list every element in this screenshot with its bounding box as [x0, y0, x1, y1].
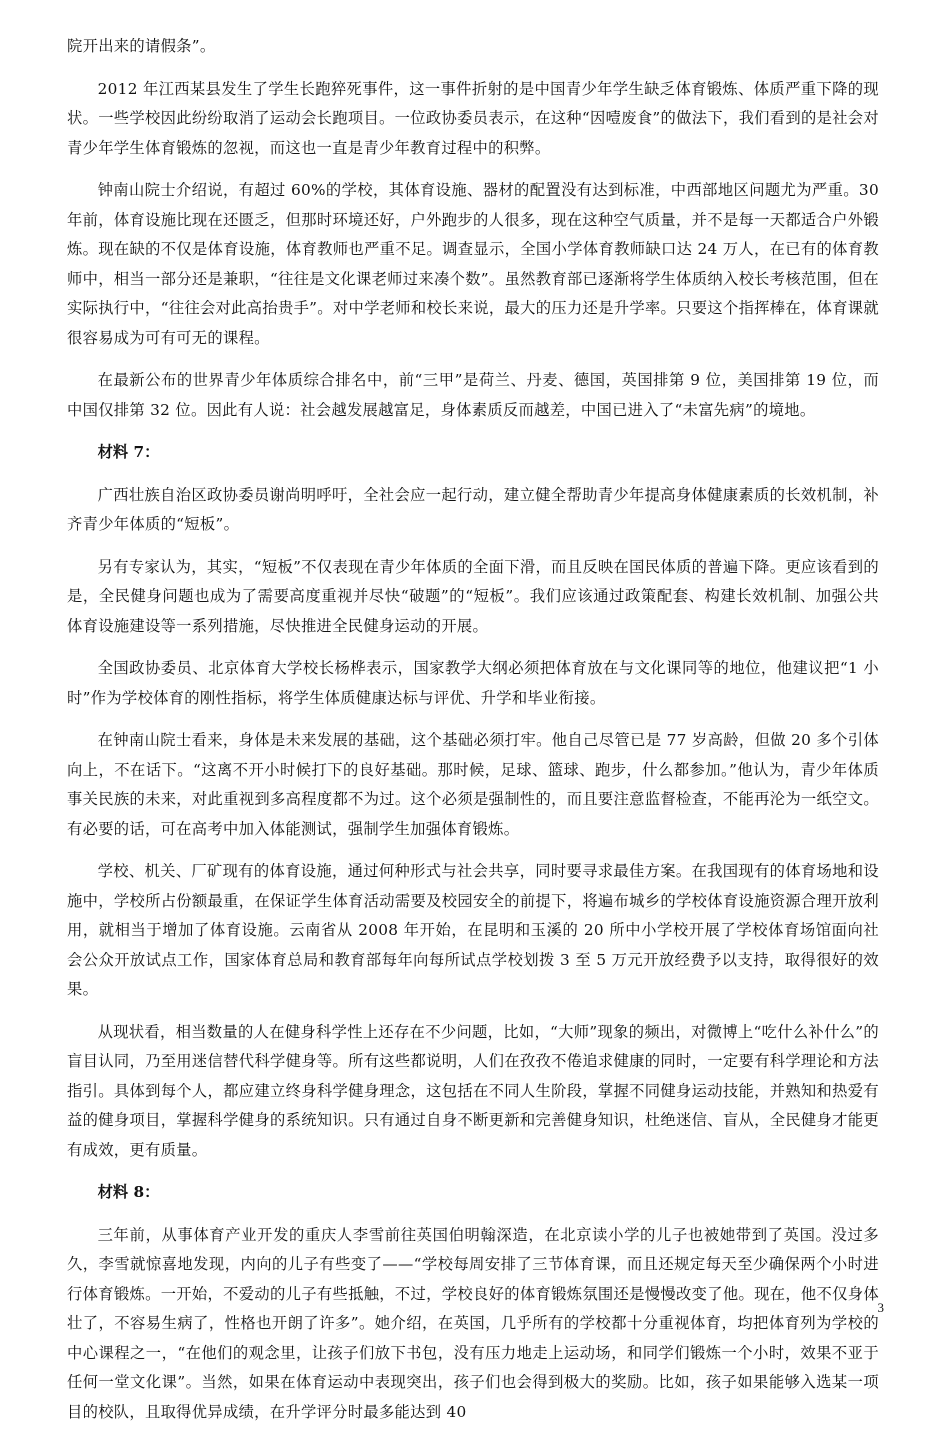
paragraph-jiangxi-incident: 2012 年江西某县发生了学生长跑猝死事件，这一事件折射的是中国青少年学生缺乏体育锻炼、体质严重下降的现状。一些学校因此纷纷取消了运动会长跑项目。一位政协委员表示，在这种“因噎废食”的做法下，我们看到的是社会对青少年学生体育锻炼的忽视，而这也一直是青少年教育过程中的积弊。: [67, 79, 879, 157]
document-body: [67, 32, 879, 1440]
section-heading-material-7: 材料 7：: [97, 443, 160, 461]
paragraph-expert-shortboard: 另有专家认为，其实，“短板”不仅表现在青少年体质的全面下滑，而且反映在国民体质的普遍下降。更应该看到的是，全民健身问题也成为了需要高度重视并尽快“破题”的“短板”。我们应该通过政策配套、构建长效机制、加强公共体育设施建设等一系列措施，尽快推进全民健身运动的开展。: [67, 557, 879, 635]
paragraph-continuation: 院开出来的请假条”。: [67, 37, 216, 55]
page-number: 3: [877, 1300, 884, 1315]
paragraph-yang-hua: 全国政协委员、北京体育大学校长杨桦表示，国家教学大纲必须把体育放在与文化课同等的地位，他建议把“1 小时”作为学校体育的刚性指标，将学生体质健康达标与评优、升学和毕业衔接。: [67, 659, 879, 707]
section-heading-material-8: 材料 8：: [97, 1183, 160, 1201]
paragraph-facility-sharing: 学校、机关、厂矿现有的体育设施，通过何种形式与社会共享，同时要寻求最佳方案。在我国现有的体育场地和设施中，学校所占份额最重，在保证学生体育活动需要及校园安全的前提下，将遍布城乡的学校体育设施资源合理开放利用，就相当于增加了体育设施。云南省从 2008 年开始，在昆明和玉溪的 20 所中小学校开展了学校体育场馆面向社会公众开放试点工作，国家体育总局和教育部每年向每所试点学校划拨 3 至 5 万元开放经费予以支持，取得很好的效果。: [67, 862, 879, 998]
paragraph-zhong-nanshan-foundation: 在钟南山院士看来，身体是未来发展的基础，这个基础必须打牢。他自己尽管已是 77 岁高龄，但做 20 多个引体向上，不在话下。“这离不开小时候打下的良好基础。那时候，足球、篮球、跑步，什么都参加。”他认为，青少年体质事关民族的未来，对此重视到多高程度都不为过。这个必须是强制性的，而且要注意监督检查，不能再沦为一纸空文。有必要的话，可在高考中加入体能测试，强制学生加强体育锻炼。: [67, 731, 879, 838]
paragraph-zhong-nanshan-facilities: 钟南山院士介绍说，有超过 60%的学校，其体育设施、器材的配置没有达到标准，中西部地区问题尤为严重。30 年前，体育设施比现在还匮乏，但那时环境还好，户外跑步的人很多，现在这种空气质量，并不是每一天都适合户外锻炼。现在缺的不仅是体育设施，体育教师也严重不足。调查显示，全国小学体育教师缺口达 24 万人，在已有的体育教师中，相当一部分还是兼职，“往往是文化课老师过来凑个数”。虽然教育部已逐渐将学生体质纳入校长考核范围，但在实际执行中，“往往会对此高抬贵手”。对中学老师和校长来说，最大的压力还是升学率。只要这个指挥棒在，体育课就很容易成为可有可无的课程。: [67, 181, 879, 347]
paragraph-scientific-fitness: 从现状看，相当数量的人在健身科学性上还存在不少问题，比如，“大师”现象的频出，对微博上“吃什么补什么”的盲目认同，乃至用迷信替代科学健身等。所有这些都说明，人们在孜孜不倦追求健康的同时，一定要有科学理论和方法指引。具体到每个人，都应建立终身科学健身理念，这包括在不同人生阶段，掌握不同健身运动技能，并熟知和热爱有益的健身项目，掌握科学健身的系统知识。只有通过自身不断更新和完善健身知识，杜绝迷信、盲从，全民健身才能更有成效，更有质量。: [67, 1022, 879, 1159]
paragraph-world-ranking: 在最新公布的世界青少年体质综合排名中，前“三甲”是荷兰、丹麦、德国，英国排第 9 位，美国排第 19 位，而中国仅排第 32 位。因此有人说：社会越发展越富足，身体素质反而越差，中国已进入了“未富先病”的境地。: [67, 371, 879, 419]
paragraph-uk-experience: 三年前，从事体育产业开发的重庆人李雪前往英国伯明翰深造，在北京读小学的儿子也被她带到了英国。没过多久，李雪就惊喜地发现，内向的儿子有些变了——“学校每周安排了三节体育课，而且还规定每天至少确保两个小时进行体育锻炼。一开始，不爱动的儿子有些抵触，不过，学校良好的体育锻炼氛围还是慢慢改变了他。现在，他不仅身体壮了，不容易生病了，性格也开朗了许多”。她介绍，在英国，几乎所有的学校都十分重视体育，均把体育列为学校的中心课程之一，“在他们的观念里，让孩子们放下书包，没有压力地走上运动场，和同学们锻炼一个小时，效果不亚于任何一堂文化课”。当然，如果在体育运动中表现突出，孩子们也会得到极大的奖励。比如，孩子如果能够入选某一项目的校队，且取得优异成绩，在升学评分时最多能达到 40: [67, 1225, 879, 1421]
paragraph-guangxi-call: 广西壮族自治区政协委员谢尚明呼吁，全社会应一起行动，建立健全帮助青少年提高身体健康素质的长效机制，补齐青少年体质的“短板”。: [67, 485, 879, 533]
